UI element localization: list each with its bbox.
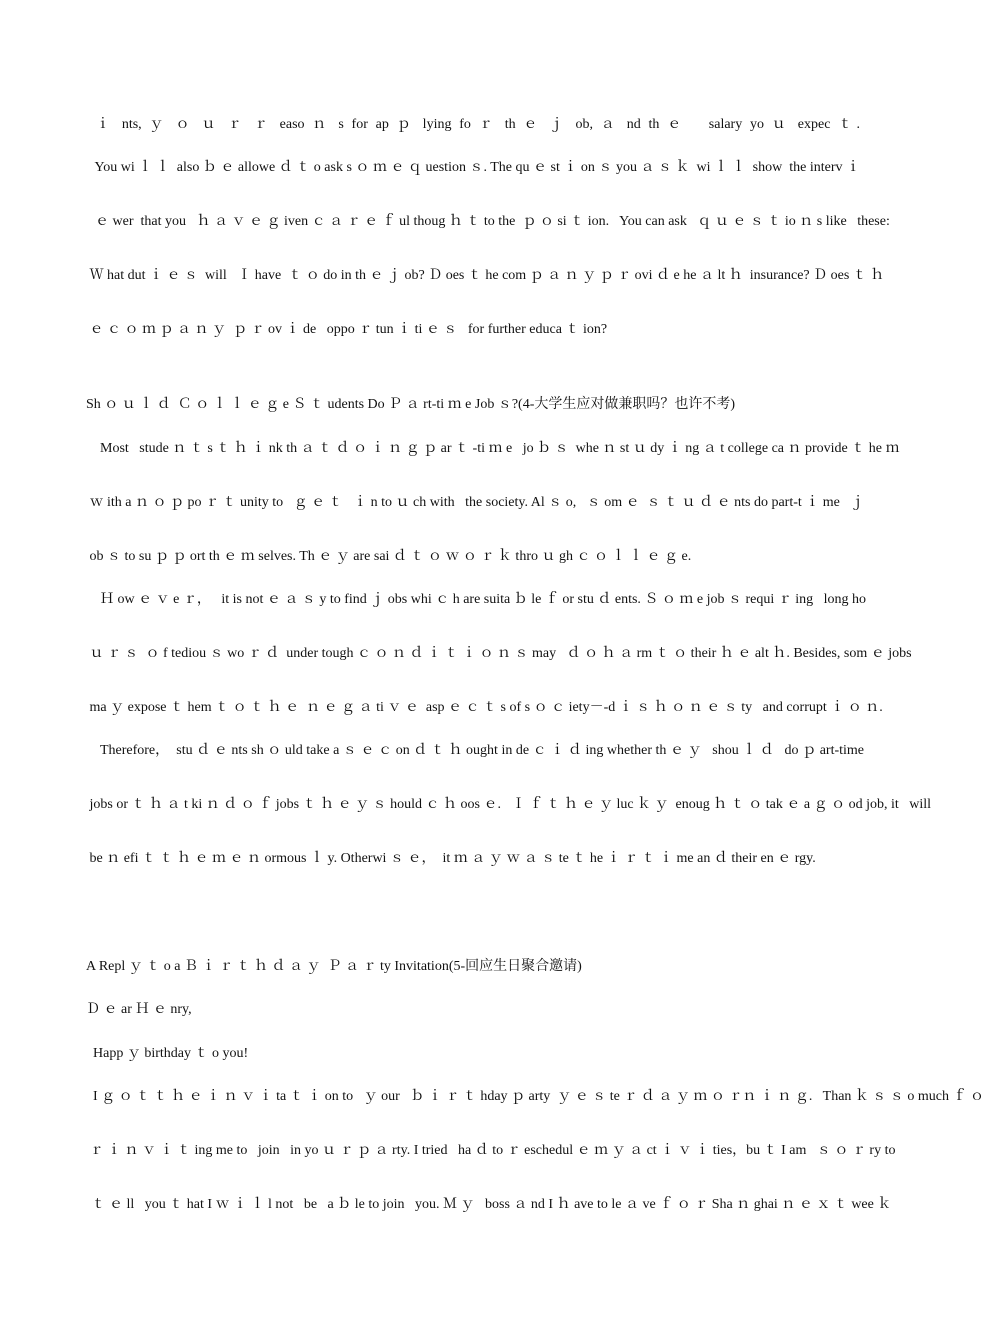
parttime-line-8: jobs or ｔ ｈ ａ t ki ｎ ｄ ｏ ｆ jobs ｔ ｈ ｅ ｙ ｓ hould ｃ ｈ oos ｅ. Ｉ ｆ ｔ ｈ ｅ ｙ luc ｋ ｙ enoug ｈ ｔ ｏ tak ｅ a ｇ ｏ od job, it will [86,797,932,812]
parttime-line-6: ma ｙ expose ｔ hem ｔ ｏ ｔ ｈ ｅ ｎ ｅ ｇ ａ ti ｖ ｅ asp ｅ ｃ ｔ s of s ｏ ｃ iety－-d ｉ ｓ ｈ ｏ ｎ ｅ ｓ ty and corrupt ｉ ｏ ｎ. [86,700,883,715]
parttime-line-9: be ｎ efi ｔ ｔ ｈ ｅ ｍ ｅ ｎ ormous ｌ y. Otherwi ｓ ｅ， it ｍ ａ ｙ ｗ ａ ｓ te ｔ he ｉ ｒ ｔ ｉ me an ｄ their en ｅ rgy. [86,851,816,866]
parttime-line-7: Therefore， stu ｄ ｅ nts sh ｏ uld take a ｓ ｅ ｃ on ｄ ｔ ｈ ought in de ｃ ｉ ｄ ing whether th ｅ ｙ shou ｌ ｄ do ｐ art-time [86,743,864,758]
intro-line-1: ｉ nts, ｙ ｏ ｕ ｒ ｒ easo ｎ s for ap ｐ lying fo ｒ th ｅ ｊ ob, ａ nd th ｅ salary yo ｕ expec ｔ. [88,117,860,132]
letter-salutation: Ｄ ｅ ar Ｈ ｅ nry, [86,1002,192,1017]
section-title-reply: A Repl ｙ ｔ o a Ｂ ｉ ｒ ｔ ｈ ｄ ａ ｙ Ｐ ａ ｒ ty Invitation(5-回应生日聚合邀请) [86,959,582,974]
intro-line-5: ｅ ｃ ｏ ｍ ｐ ａ ｎ ｙ ｐ ｒ ov ｉ de oppo ｒ tun ｉ ti ｅ ｓ for further educa ｔ ion? [86,322,608,337]
intro-line-4: Ｗ hat dut ｉ ｅ ｓ will Ｉ have ｔ ｏ do in th ｅ ｊ ob? Ｄ oes ｔ he com ｐ ａ ｎ ｙ ｐ ｒ ovi ｄ e he ａ lt ｈ insurance? Ｄ oes ｔ ｈ [86,268,885,283]
parttime-line-4: Ｈ ow ｅ ｖ e ｒ， it is not ｅ ａ ｓ y to find ｊ obs whi ｃ h are suita ｂ le ｆ or stu ｄ ents. Ｓ ｏ ｍ e job ｓ requi ｒ ing long ho [86,592,867,607]
section-title-parttime: Sh ｏ ｕ ｌ ｄ Ｃ ｏ ｌ ｌ ｅ ｇ e Ｓ ｔ udents Do Ｐ ａ rt-ti ｍ e Job ｓ?(4-大学生应对做兼职吗？也许不考) [86,397,736,412]
letter-line-2: ｒ ｉ ｎ ｖ ｉ ｔ ing me to join in yo ｕ ｒ ｐ ａ rty. I tried ha ｄ to ｒ eschedul ｅ ｍ ｙ ａ ct ｉ ｖ ｉ ties，bu ｔ I am ｓ ｏ ｒ ry to [86,1143,896,1158]
intro-line-3: ｅ wer that you ｈ ａ ｖ ｅ ｇ iven ｃ ａ ｒ ｅ ｆ ul thoug ｈ ｔ to the ｐ ｏ si ｔ ion. You can ask ｑ ｕ ｅ ｓ ｔ io ｎ s like these: [88,214,890,229]
intro-line-2: You wi ｌ ｌ also ｂ ｅ allowe ｄ ｔ o ask s ｏ ｍ ｅ ｑ uestion ｓ. The qu ｅ st ｉ on ｓ you ａ ｓ ｋ wi ｌ ｌ show the interv ｉ [88,160,860,175]
letter-line-1: I ｇ ｏ ｔ ｔ ｈ ｅ ｉ ｎ ｖ ｉ ta ｔ ｉ on to ｙ our ｂ ｉ ｒ ｔ hday ｐ arty ｙ ｅ ｓ te ｒ ｄ ａ ｙ ｍ ｏ ｒｎ ｉ ｎ ｇ. Than ｋ ｓ ｓ o much ｆ ｏ [86,1089,984,1104]
parttime-line-2: ｗ ith a ｎ ｏ ｐ po ｒ ｔ unity to ｇ ｅ ｔ ｉ n to ｕ ch with the society. Al ｓ o, ｓ om ｅ ｓ ｔ ｕ ｄ ｅ nts do part-t ｉ me ｊ [86,495,865,510]
parttime-line-5: ｕ ｒ ｓ ｏ f tediou ｓ wo ｒ ｄ under tough ｃ ｏ ｎ ｄ ｉ ｔ ｉ ｏ ｎ ｓ may ｄ ｏ ｈ ａ rm ｔ ｏ their ｈ ｅ alt ｈ. Besides, som ｅ jobs [86,646,912,661]
letter-line-3: ｔ ｅ ll you ｔ hat I ｗ ｉ ｌ l not be a ｂ le to join you. Ｍ ｙ boss ａ nd I ｈ ave to le ａ ve ｆ ｏ ｒ Sha ｎ ghai ｎ ｅ ｘ ｔ wee ｋ [88,1197,892,1212]
parttime-line-3: ob ｓ to su ｐ ｐ ort th ｅ ｍ selves. Th ｅ ｙ are sai ｄ ｔ ｏ ｗ ｏ ｒ ｋ thro ｕ gh ｃ ｏ ｌ ｌ ｅ ｇ e. [86,549,692,564]
parttime-line-1: Most stude ｎ ｔ s ｔ ｈ ｉ nk th ａ ｔ ｄ ｏ ｉ ｎ ｇ ｐ ar ｔ -ti ｍ e jo ｂ ｓ whe ｎ st ｕ dy ｉ ng ａ t college ca ｎ provide ｔ he ｍ [86,441,900,456]
letter-greeting: Happ ｙ birthday ｔ o you! [86,1046,249,1061]
